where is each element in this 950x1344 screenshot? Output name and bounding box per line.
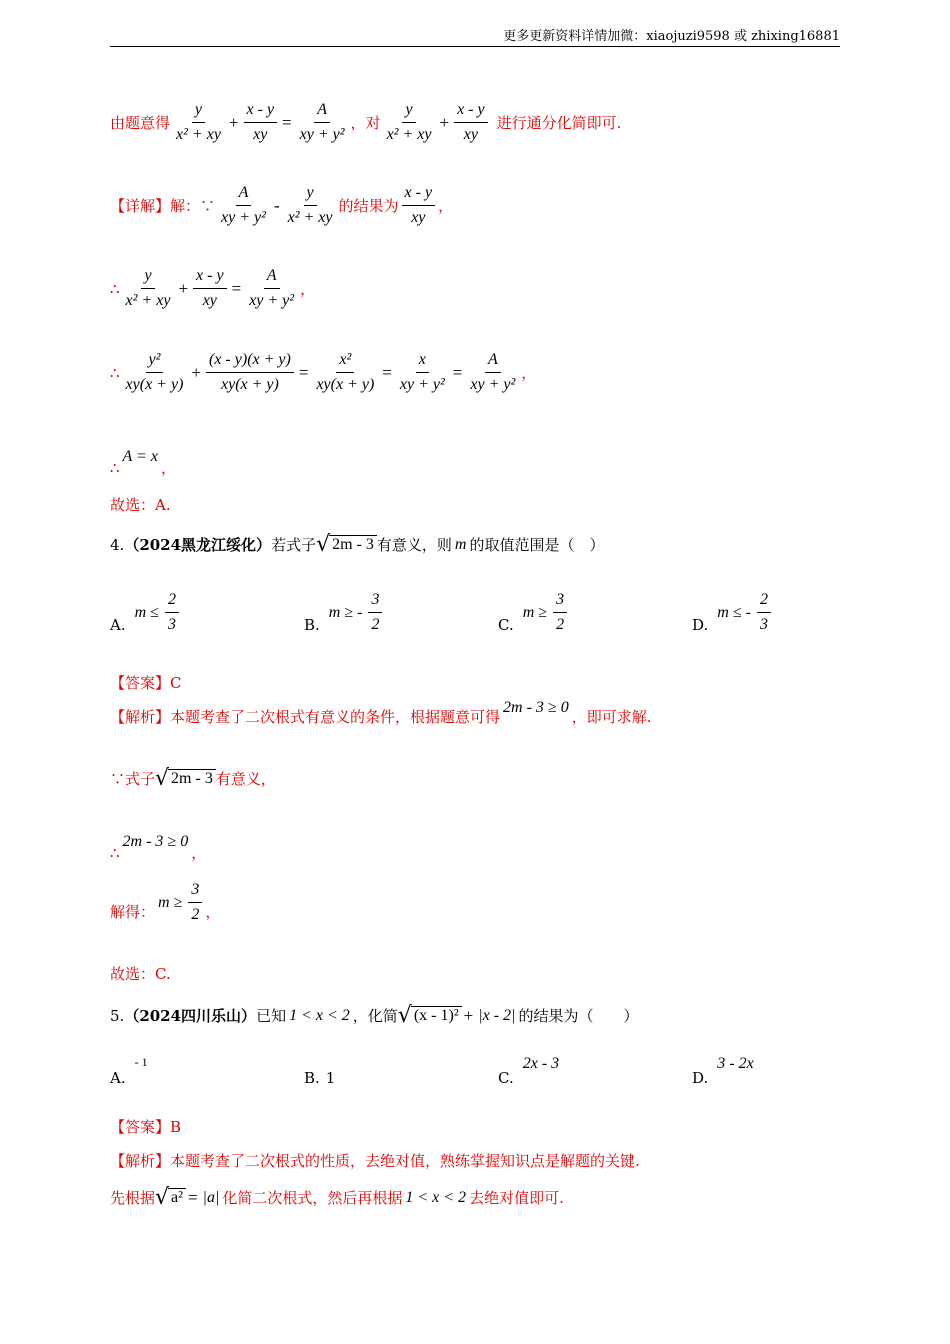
- header-text: 更多更新资料详情加微：xiaojuzi9598 或 zhixing16881: [503, 29, 840, 44]
- analysis3-line: 由题意得 $\frac{y}{\text{x² + xy}}$ + $\frac{x - y}{xy}$ = $\frac{A}{\text{xy + y²}}$ ，对 $\frac{y}{\text{x² + xy}}$ + $\frac{x - y}{xy}$ 进行通分化简即可.: [110, 101, 622, 143]
- q5-answer: 【答案】B: [110, 1118, 182, 1136]
- fraction: $\frac{(x - y)(x + y)}{xy(x + y)}$: [206, 350, 294, 395]
- q4-answer: 【答案】C: [110, 674, 182, 692]
- q4-therefore: ∴ 2m - 3 ≥ 0 ，: [110, 832, 207, 862]
- question-5: 5. （2024四川乐山） 已知 1 < x < 2 ，化简 √ (x - 1)² + |x - 2| 的结果为（ ）: [110, 1003, 639, 1028]
- page-header: [110, 20, 840, 47]
- q4-option-a[interactable]: A. m ≤ $\frac{2}{3}$: [110, 590, 182, 635]
- fraction: $\frac{A}{\text{xy + y²}}$: [299, 101, 345, 143]
- q5-analysis-2: 先根据 √ a² = |a| 化简二次根式，然后再根据 1 < x < 2 去绝对值即可.: [110, 1185, 564, 1210]
- fraction: $\frac{x - y}{xy}$: [244, 100, 278, 145]
- q5-options: [110, 1055, 840, 1085]
- question-4: 4. （2024黑龙江绥化） 若式子 √ 2m - 3 有意义，则 m 的取值范围是（ ）: [110, 532, 605, 557]
- therefore-line-2: ∴ $\frac{\text{y²}}{xy(x + y)}$ + $\frac{(x - y)(x + y)}{xy(x + y)}$ = $\frac{\text{x²}}{xy(x + y)}$ = $\frac{x}{\text{xy + y²}}$ = $\frac{A}{\text{xy + y²}}$ ，: [110, 351, 537, 393]
- sqrt-expression: √ (x - 1)²: [398, 1003, 462, 1028]
- fraction: $\frac{\text{x²}}{xy(x + y)}$: [316, 351, 375, 393]
- choose-3: 故选：A.: [110, 496, 171, 514]
- therefore-line-1: ∴ $\frac{y}{\text{x² + xy}}$ + $\frac{x - y}{xy}$ = $\frac{A}{\text{xy + y²}}$ ，: [110, 267, 316, 309]
- fraction: $\frac{A}{\text{xy + y²}}$: [249, 267, 295, 309]
- fraction: $\frac{x - y}{xy}$: [193, 266, 227, 311]
- fraction: $\frac{x - y}{xy}$: [402, 183, 436, 228]
- q5-option-c[interactable]: C. 2x - 3: [498, 1055, 560, 1087]
- fraction: $\frac{y}{\text{x² + xy}}$: [287, 184, 333, 226]
- detail3-line: 【详解】 解：∵ $\frac{A}{\text{xy + y²}}$ - $\frac{y}{\text{x² + xy}}$ 的结果为 $\frac{x - y}{xy}$ ，: [110, 184, 454, 226]
- q5-analysis: 【解析】 本题考查了二次根式的性质，去绝对值，熟练掌握知识点是解题的关键.: [110, 1152, 640, 1170]
- q4-analysis: 【解析】 本题考查了二次根式有意义的条件，根据题意可得 2m - 3 ≥ 0 ，即可求解.: [110, 698, 652, 726]
- fraction: $\frac{A}{\text{xy + y²}}$: [221, 184, 266, 226]
- q4-choose: 故选：C.: [110, 965, 171, 983]
- fraction: $\frac{y}{\text{x² + xy}}$: [125, 267, 171, 309]
- q4-option-b[interactable]: B. m ≥ - $\frac{3}{2}$: [304, 590, 385, 635]
- q4-option-c[interactable]: C. m ≥ $\frac{3}{2}$: [498, 590, 570, 635]
- q5-option-b[interactable]: B. 1: [304, 1069, 336, 1087]
- fraction: $\frac{x}{\text{xy + y²}}$: [399, 351, 445, 393]
- q4-options: [110, 590, 840, 640]
- therefore-line-3: ∴ A = x ，: [110, 447, 176, 477]
- q4-solve: 解得： m ≥ $\frac{3}{2}$ ，: [110, 881, 221, 923]
- fraction: $\frac{A}{\text{xy + y²}}$: [470, 351, 516, 393]
- q5-option-a[interactable]: A. - 1: [110, 1055, 148, 1087]
- q5-option-d[interactable]: D. 3 - 2x: [692, 1055, 754, 1087]
- q4-option-d[interactable]: D. m ≤ - $\frac{2}{3}$: [692, 590, 774, 635]
- fraction: $\frac{y}{\text{x² + xy}}$: [386, 101, 432, 143]
- a-equals-x: A = x: [122, 447, 158, 465]
- sqrt-2m-3: √ 2m - 3: [316, 532, 377, 557]
- fraction: $\frac{x - y}{xy}$: [454, 100, 488, 145]
- q4-because: ∵式子 √ 2m - 3 有意义，: [110, 766, 276, 791]
- fraction: $\frac{\text{y²}}{xy(x + y)}$: [125, 351, 184, 393]
- fraction: $\frac{y}{\text{x² + xy}}$: [176, 101, 221, 143]
